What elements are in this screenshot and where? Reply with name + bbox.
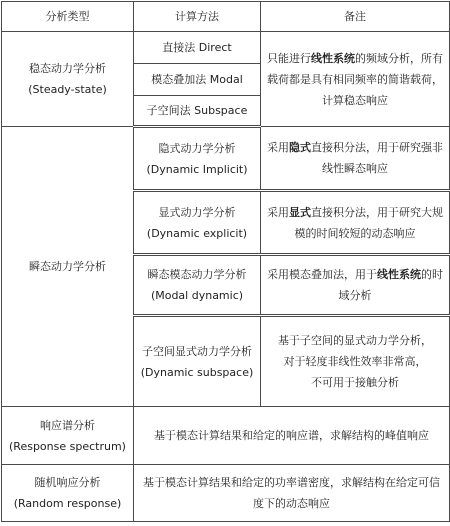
steady-type-en: (Steady-state) <box>28 83 107 96</box>
transient-method-cell: 显式动力学分析 (Dynamic explicit) <box>134 191 261 255</box>
header-note: 备注 <box>261 2 450 32</box>
steady-type-cell <box>2 32 134 127</box>
table-row <box>2 127 450 191</box>
steady-method-direct: 直接法 Direct <box>134 32 261 64</box>
transient-note-cell: 采用显式直接积分法，用于研究大规模的时间较短的动态响应 <box>261 191 450 255</box>
steady-method-modal: 模态叠加法 Modal <box>134 64 261 96</box>
analysis-table <box>1 1 450 522</box>
transient-note-cell: 基于子空间的显式动力学分析， 对于轻度非线性效率非常高， 不可用于接触分析 <box>261 316 450 407</box>
steady-type-cn: 稳态动力学分析 <box>29 62 106 75</box>
transient-method-cell: 瞬态模态动力学分析 (Modal dynamic) <box>134 255 261 316</box>
transient-method-cell: 子空间显式动力学分析 (Dynamic subspace) <box>134 316 261 407</box>
table-row <box>2 465 450 522</box>
response-type-cell: 响应谱分析 (Response spectrum) <box>2 407 134 465</box>
random-type-cell: 随机响应分析 (Random response) <box>2 465 134 522</box>
transient-type-cell: 瞬态动力学分析 <box>2 127 134 407</box>
steady-method-subspace: 子空间法 Subspace <box>134 96 261 127</box>
header-row <box>2 2 450 32</box>
transient-note-cell: 采用隐式直接积分法，用于研究强非线性瞬态响应 <box>261 127 450 191</box>
table-row <box>2 407 450 465</box>
transient-note-cell: 采用模态叠加法，用于线性系统的时域分析 <box>261 255 450 316</box>
response-note-cell: 基于模态计算结果和给定的响应谱，求解结构的峰值响应 <box>134 407 450 465</box>
random-note-cell: 基于模态计算结果和给定的功率谱密度，求解结构在给定可信度下的动态响应 <box>134 465 450 522</box>
emphasis-linear-system: 线性系统 <box>311 51 355 65</box>
steady-note-cell: 只能进行线性系统的频域分析，所有载荷都是具有相同频率的简谐载荷，计算稳态响应 <box>261 32 450 127</box>
header-method: 计算方法 <box>134 2 261 32</box>
table-row <box>2 32 450 64</box>
header-type: 分析类型 <box>2 2 134 32</box>
transient-method-cell: 隐式动力学分析 (Dynamic Implicit) <box>134 127 261 191</box>
